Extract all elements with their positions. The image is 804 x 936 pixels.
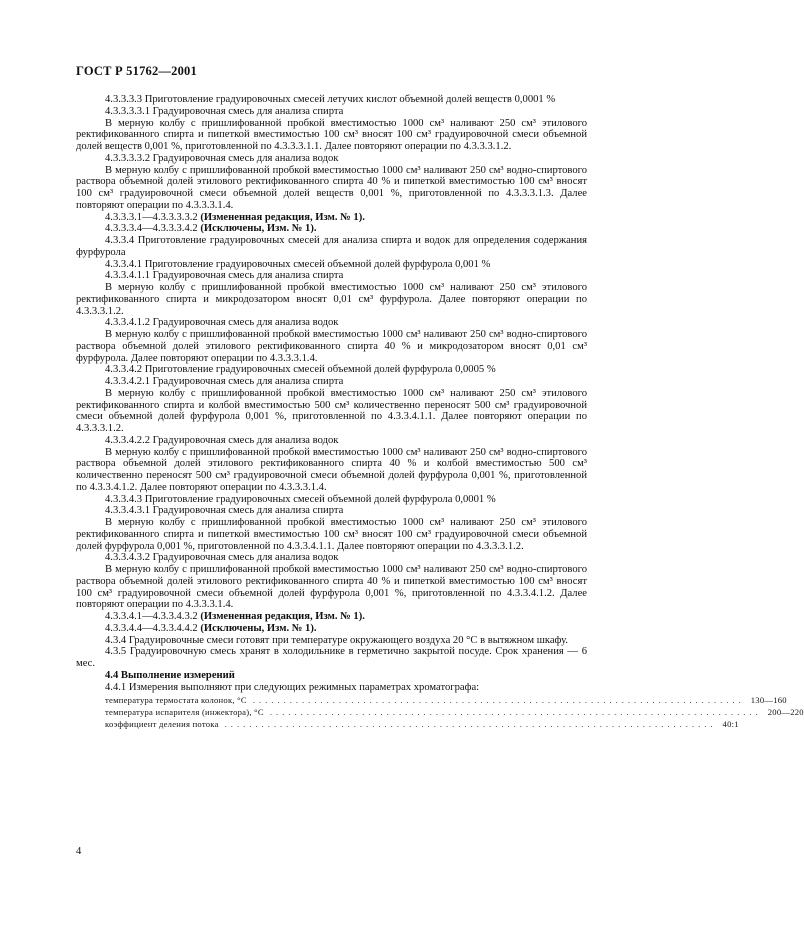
paragraph-text: 4.3.3.4.1—4.3.3.4.3.2 — [105, 611, 201, 622]
paragraph-text: 4.3.3.4.3 Приготовление градуировочных смесей объемной долей фурфурола 0,0001 % — [105, 493, 496, 505]
paragraph-text: 4.3.3.4.3.1 Градуировочная смесь для анализа спирта — [105, 505, 344, 517]
paragraph-text: В мерную колбу с пришлифованной пробкой вместимостью 1000 см³ наливают 250 см³ водно-спиртового раствора объемной долей этилового ректификованного спирта 40 % и микродозатором вносят 0,01 см³ фурфурола. Далее повторяют операции по 4.3.3.3.1.4. — [76, 329, 587, 364]
paragraph-text: 4.3.3.4.1.1 Градуировочная смесь для анализа спирта — [105, 270, 344, 282]
paragraph-text: В мерную колбу с пришлифованной пробкой вместимостью 1000 см³ наливают 250 см³ этилового ректификованного спирта и пипеткой вместимостью 100 см³ вносят 100 см³ градуировочной смеси объемной долей фурфурола 0,001 %, приготовленной по 4.3.3.4.1.1. Далее повторяют операции по 4.3.3.3.1.2. — [76, 517, 587, 552]
parameter-value: 130—160 — [750, 695, 787, 706]
leader-dots: ................................................................................ — [269, 707, 762, 718]
paragraph-text: 4.3.3.3.3.1 Градуировочная смесь для анализа спирта — [105, 105, 344, 117]
paragraph — [76, 682, 587, 694]
paragraph — [76, 118, 587, 153]
paragraph — [76, 259, 587, 271]
paragraph — [76, 505, 587, 517]
parameter-row — [76, 718, 739, 731]
paragraph — [76, 106, 587, 118]
parameter-label: температура термостата колонок, °С — [105, 695, 247, 706]
leader-dots: ................................................................................ — [252, 695, 745, 706]
paragraph — [76, 564, 587, 611]
leader-dots: ................................................................................ — [224, 718, 717, 729]
paragraph-text: 4.3.3.4.2 Приготовление градуировочных смесей объемной долей фурфурола 0,0005 % — [105, 364, 496, 376]
paragraph — [76, 153, 587, 165]
paragraph — [76, 270, 587, 282]
paragraph-list — [76, 94, 587, 693]
paragraph-text: В мерную колбу с пришлифованной пробкой вместимостью 1000 см³ наливают 250 см³ этилового ректификованного спирта и пипеткой вместимостью 100 см³ вносят 100 см³ градуировочной смеси объемной долей веществ 0,001 %, приготовленной по 4.3.3.3.1.1. Далее повторяют операции по 4.3.3.3.1.2. — [76, 117, 587, 152]
paragraph-text: 4.3.4 Градуировочные смеси готовят при температуре окружающего воздуха 20 °С в вытяжном шкафу. — [105, 634, 569, 646]
paragraph-text: 4.4.1 Измерения выполняют при следующих режимных параметрах хроматографа: — [105, 681, 480, 693]
paragraph-text: 4.3.3.3.1—4.3.3.3.3.2 — [105, 211, 201, 223]
section-heading — [76, 670, 587, 682]
parameter-value: 200—220 — [767, 707, 804, 718]
paragraph-text: 4.3.5 Градуировочную смесь хранят в холодильнике в герметично закрытой посуде. Срок хранения — 6 мес. — [76, 646, 587, 669]
paragraph-text: 4.3.3.3.4—4.3.3.3.4.2 — [105, 223, 201, 235]
paragraph-bold-text: (Исключены, Изм. № 1). — [200, 622, 317, 634]
paragraph — [76, 435, 587, 447]
paragraph — [76, 223, 587, 235]
paragraph-text: В мерную колбу с пришлифованной пробкой вместимостью 1000 см³ наливают 250 см³ этилового ректификованного спирта и колбой вместимостью 500 см³ количественно переносят 500 см³ градуировочной смеси объемной долей фурфурола 0,001 %, приготовленной по 4.3.3.4.1.1. Далее повторяют операции по 4.3.3.3.1.2. — [76, 387, 587, 434]
paragraph-text: 4.3.3.4.3.2 Градуировочная смесь для анализа водок — [105, 552, 339, 564]
paragraph-text: В мерную колбу с пришлифованной пробкой вместимостью 1000 см³ наливают 250 см³ этилового ректификованного спирта и микродозатором вносят 0,01 см³ фурфурола. Далее повторяют операции по 4.3.3.3.1.2. — [76, 282, 587, 317]
paragraph-text: 4.3.3.4 Приготовление градуировочных смесей для анализа спирта и водок для определения содержания фурфурола — [76, 235, 587, 258]
paragraph — [76, 165, 587, 212]
paragraph-text: 4.3.3.3.3 Приготовление градуировочных смесей летучих кислот объемной долей веществ 0,0001 % — [105, 94, 556, 105]
paragraph-text: 4.3.3.4.4—4.3.3.4.4.2 — [105, 622, 201, 634]
paragraph — [76, 364, 587, 376]
paragraph — [76, 282, 587, 317]
parameter-row — [76, 695, 787, 707]
page-number: 4 — [76, 846, 82, 857]
paragraph-text: 4.3.3.4.2.2 Градуировочная смесь для анализа водок — [105, 434, 339, 446]
paragraph-text: 4.3.3.3.3.2 Градуировочная смесь для анализа водок — [105, 152, 339, 164]
paragraph — [76, 611, 587, 623]
paragraph — [76, 552, 587, 564]
paragraph — [76, 447, 587, 494]
parameter-value: 40:1 — [722, 718, 739, 729]
paragraph — [76, 623, 587, 635]
paragraph — [76, 646, 587, 670]
paragraph — [76, 212, 587, 224]
paragraph — [76, 235, 587, 259]
paragraph — [76, 94, 587, 106]
parameter-list — [76, 695, 804, 730]
paragraph-bold-text: 4.4 Выполнение измерений — [105, 669, 235, 681]
parameter-label: коэффициент деления потока — [105, 718, 219, 729]
paragraph-text: В мерную колбу с пришлифованной пробкой вместимостью 1000 см³ наливают 250 см³ водно-спиртового раствора объемной долей этилового ректификованного спирта 40 % и пипеткой вместимостью 100 см³ вносят 100 см³ градуировочной смеси объемной долей фурфурола 0,001 %, приготовленной по 4.3.3.4.1.2. Далее повторяют операции по 4.3.3.3.1.4. — [76, 564, 587, 611]
paragraph — [76, 494, 587, 506]
paragraph — [76, 635, 587, 647]
paragraph — [76, 388, 587, 435]
parameter-label: температура испарителя (инжектора), °С — [105, 707, 264, 718]
paragraph-text: 4.3.3.4.1 Приготовление градуировочных смесей объемной долей фурфурола 0,001 % — [105, 258, 491, 270]
paragraph-bold-text: (Измененная редакция, Изм. № 1). — [200, 211, 365, 223]
paragraph — [76, 329, 587, 364]
parameter-row — [76, 707, 804, 719]
paragraph-text: В мерную колбу с пришлифованной пробкой вместимостью 1000 см³ наливают 250 см³ водно-спиртового раствора объемной долей этилового ректификованного спирта 40 % и колбой вместимостью 500 см³ количественно переносят 500 см³ градуировочной смеси объемной долей фурфурола 0,001 %, приготовленной по 4.3.3.4.1.2. Далее повторяют операции по 4.3.3.3.1.4. — [76, 446, 587, 493]
paragraph — [76, 376, 587, 388]
document-header: ГОСТ Р 51762—2001 — [76, 64, 197, 78]
paragraph-text: 4.3.3.4.2.1 Градуировочная смесь для анализа спирта — [105, 376, 344, 387]
paragraph-text: В мерную колбу с пришлифованной пробкой вместимостью 1000 см³ наливают 250 см³ водно-спиртового раствора объемной долей этилового ректификованного спирта 40 % и пипеткой вместимостью 100 см³ вносят 100 см³ градуировочной смеси объемной долей веществ 0,001 %, приготовленной по 4.3.3.3.1.3. Далее повторяют операции по 4.3.3.3.1.4. — [76, 164, 587, 211]
paragraph-bold-text: (Измененная редакция, Изм. № 1). — [200, 611, 365, 622]
paragraph — [76, 517, 587, 552]
paragraph — [76, 317, 587, 329]
paragraph-bold-text: (Исключены, Изм. № 1). — [200, 223, 317, 235]
paragraph-text: 4.3.3.4.1.2 Градуировочная смесь для анализа водок — [105, 317, 339, 329]
document-body — [76, 94, 804, 731]
